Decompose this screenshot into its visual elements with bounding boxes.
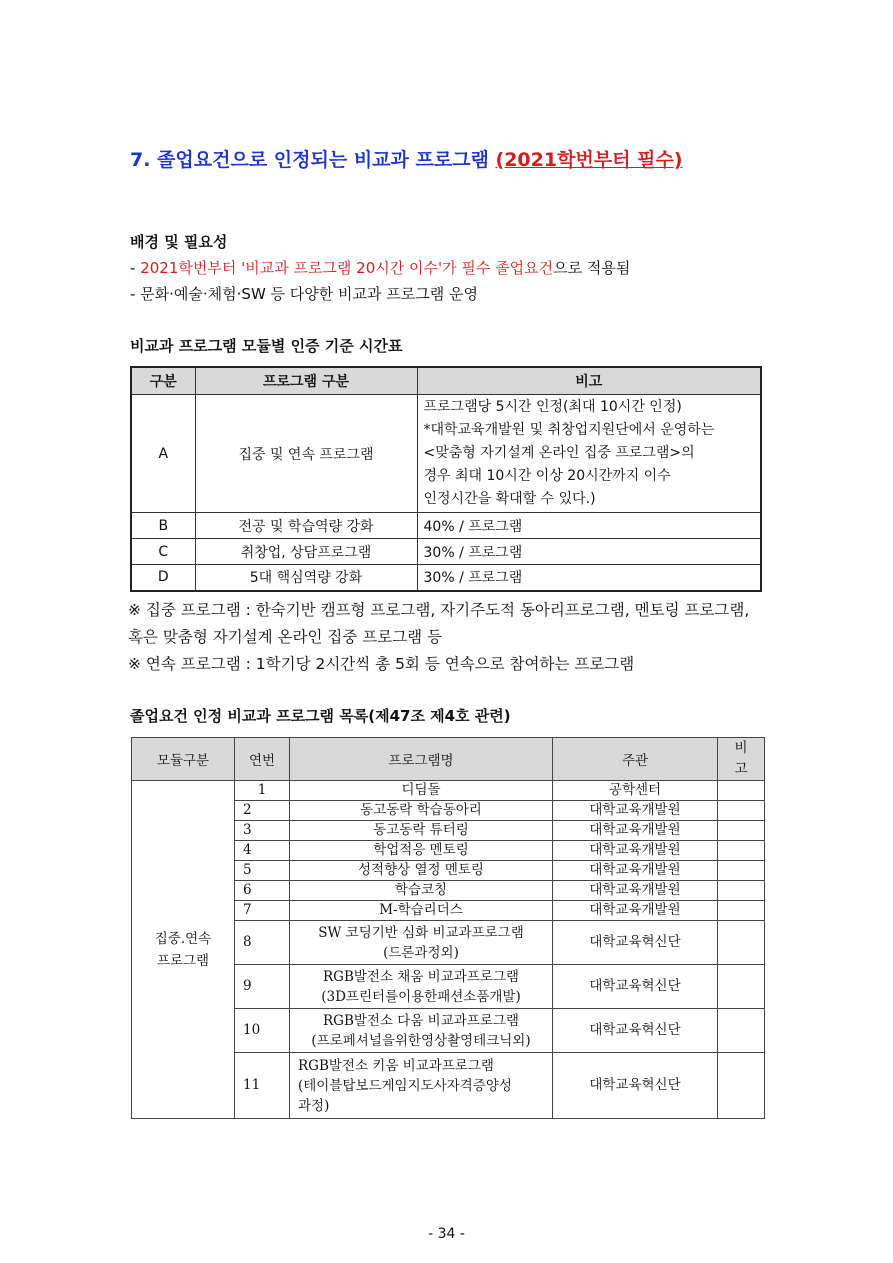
row-no: 5 [235,861,290,881]
page-number: - 34 - [428,1226,465,1242]
header-remark [718,738,765,781]
row-no: 10 [235,1009,290,1053]
module-cell [132,781,235,1119]
row-note: 30% / 프로그램 [417,539,761,565]
row-remark [718,1053,765,1119]
row-a-notes [417,395,761,513]
row-program-line: RGB발전소 채움 비교과프로그램 [323,968,519,985]
row-program-line: (프로페셔널을위한영상촬영테크닉외) [311,1032,531,1049]
row-host: 대학교육개발원 [553,821,718,841]
row-host: 대학교육개발원 [553,801,718,821]
bullet-dash: - [130,259,141,277]
row-note: 30% / 프로그램 [417,565,761,591]
row-code: D [131,565,195,591]
row-program: 디딤돌 [290,781,553,801]
row-program-line: (테이블탑보드게임지도사자격증양성 [298,1077,512,1094]
row-name: 전공 및 학습역량 강화 [195,513,417,539]
header-remark-line: 고 [734,761,748,777]
row-no: 4 [235,841,290,861]
row-no: 1 [235,781,290,801]
row-remark [718,861,765,881]
table-row [131,565,761,591]
table1-header-row [131,367,761,395]
row-host: 대학교육개발원 [553,901,718,921]
row-program: 동고동락 튜터링 [290,821,553,841]
row-program: 학습코칭 [290,881,553,901]
row-program-line: SW 코딩기반 심화 비교과프로그램 [318,924,524,941]
row-host: 대학교육혁신단 [553,1053,718,1119]
row-host: 대학교육혁신단 [553,921,718,965]
row-program: M-학습리더스 [290,901,553,921]
row-program [290,1009,553,1053]
row-code: C [131,539,195,565]
row-remark [718,801,765,821]
row-remark [718,821,765,841]
row-no: 3 [235,821,290,841]
row-program [290,965,553,1009]
row-remark [718,841,765,861]
row-remark [718,781,765,801]
row-host: 대학교육혁신단 [553,1009,718,1053]
row-remark [718,901,765,921]
row-remark [718,881,765,901]
row-note: 40% / 프로그램 [417,513,761,539]
page-heading [130,145,683,172]
note-continuous: ※ 연속 프로그램 : 1학기당 2시간씩 총 5회 등 연속으로 참여하는 프로그램 [128,655,635,673]
row-host: 대학교육개발원 [553,841,718,861]
table-row [131,539,761,565]
background-line-1 [130,257,630,278]
table-row [132,781,765,801]
header-module: 모듈구분 [132,738,235,781]
background-line-1-suffix: 으로 적용됨 [553,259,631,277]
row-remark [718,921,765,965]
certification-table [130,366,762,592]
table1-header-category: 구분 [131,367,195,395]
module-line: 프로그램 [156,952,210,969]
table2-title: 졸업요건 인정 비교과 프로그램 목록(제47조 제4호 관련) [130,707,511,725]
row-a-note-line: 프로그램당 5시간 인정(최대 10시간 인정) [423,399,682,415]
header-remark-line: 비 [734,740,748,756]
row-program: 학업적응 멘토링 [290,841,553,861]
row-no: 9 [235,965,290,1009]
row-a-note-line: *대학교육개발원 및 취창업지원단에서 운영하는 [423,422,715,438]
row-program-line: (드론과정외) [383,944,459,961]
table-row [131,513,761,539]
header-host: 주관 [553,738,718,781]
program-notes [128,597,768,678]
row-program [290,921,553,965]
table1-header-program: 프로그램 구분 [195,367,417,395]
background-line-2: - 문화·예술·체험·SW 등 다양한 비교과 프로그램 운영 [130,285,478,303]
row-no: 7 [235,901,290,921]
heading-main: 7. 졸업요건으로 인정되는 비교과 프로그램 [130,149,496,171]
row-remark [718,1009,765,1053]
row-program: 성적향상 열정 멘토링 [290,861,553,881]
row-program-line: RGB발전소 다움 비교과프로그램 [323,1012,519,1029]
row-remark [718,965,765,1009]
row-a-note-line: 인정시간을 확대할 수 있다.) [423,491,596,507]
row-no: 2 [235,801,290,821]
row-a-name: 집중 및 연속 프로그램 [195,395,417,513]
row-program-line: (3D프린터를이용한패션소품개발) [321,988,521,1005]
header-no: 연번 [235,738,290,781]
table1-header-remark: 비고 [417,367,761,395]
row-a-note-line: <맞춤형 자기설계 온라인 집중 프로그램>의 [423,445,695,461]
table1-title: 비교과 프로그램 모듈별 인증 기준 시간표 [130,337,403,355]
row-no: 8 [235,921,290,965]
row-host: 대학교육개발원 [553,861,718,881]
table2-header-row [132,738,765,781]
row-no: 6 [235,881,290,901]
row-host: 공학센터 [553,781,718,801]
table-row [131,395,761,513]
row-program: 동고동락 학습동아리 [290,801,553,821]
row-host: 대학교육혁신단 [553,965,718,1009]
row-name: 5대 핵심역량 강화 [195,565,417,591]
background-line-1-red: 2021학번부터 '비교과 프로그램 20시간 이수'가 필수 졸업요건 [140,259,554,277]
heading-highlight: (2021학번부터 필수) [495,149,683,171]
row-code: B [131,513,195,539]
header-program: 프로그램명 [290,738,553,781]
row-program-line: RGB발전소 키움 비교과프로그램 [298,1057,494,1074]
background-title: 배경 및 필요성 [130,233,228,251]
row-a-code: A [131,395,195,513]
program-list-table [131,737,765,1119]
row-name: 취창업, 상담프로그램 [195,539,417,565]
row-no: 11 [235,1053,290,1119]
module-line: 집중.연속 [154,930,212,947]
note-intensive: ※ 집중 프로그램 : 한숙기반 캠프형 프로그램, 자기주도적 동아리프로그램, 멘토링 프로그램, 혹은 맞춤형 자기설계 온라인 집중 프로그램 등 [128,601,750,646]
row-program-line: 과정) [298,1097,330,1114]
row-host: 대학교육개발원 [553,881,718,901]
row-program [290,1053,553,1119]
row-a-note-line: 경우 최대 10시간 이상 20시간까지 이수 [423,468,671,484]
